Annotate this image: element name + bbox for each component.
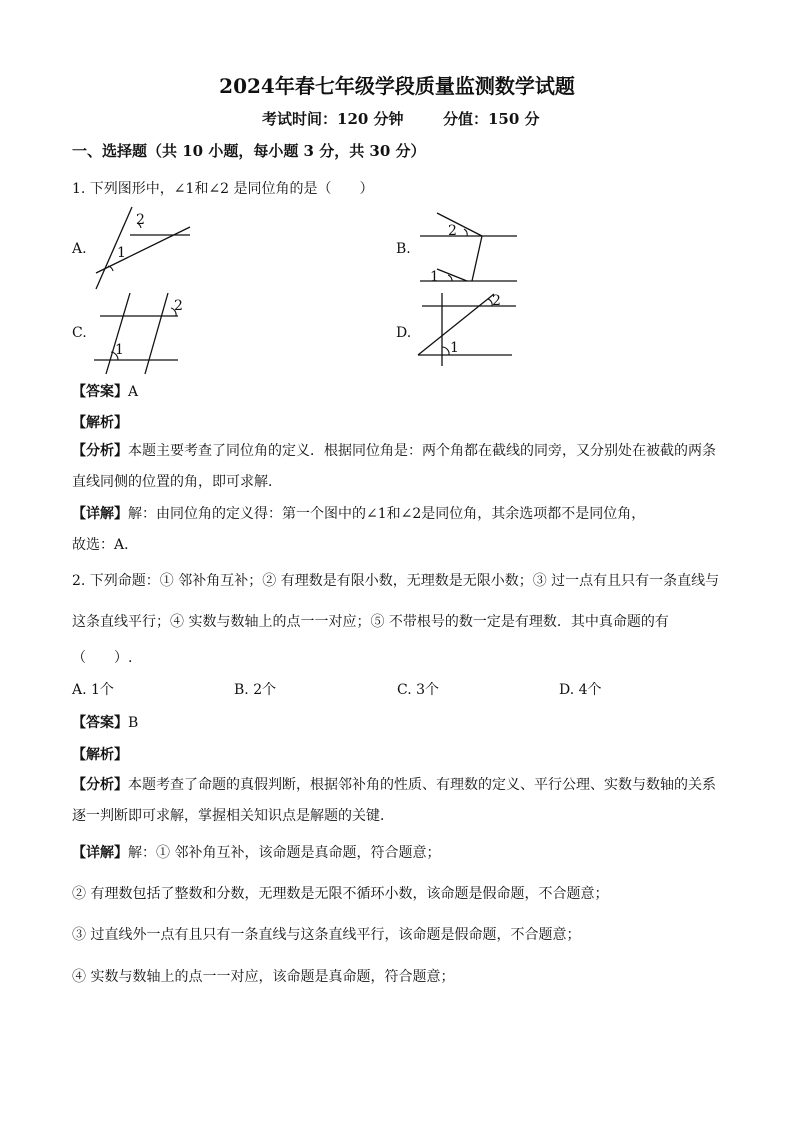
figure-d-arc-1 (442, 347, 449, 355)
page-title: 2024年春七年级学段质量监测数学试题 (219, 74, 575, 98)
q2-fenxi-line-1 (72, 775, 716, 795)
q2-analysis-tag: 【解析】 (72, 747, 128, 763)
figure-b-arc-2 (464, 229, 467, 236)
exam-time: 考试时间：120 分钟 (262, 110, 404, 128)
figure-a-angle-2: 2 (136, 212, 145, 228)
xiangjie-text: 解：① 邻补角互补，该命题是真命题，符合题意； (128, 845, 441, 861)
fenxi-tag: 【分析】 (72, 443, 128, 459)
answer-tag: 【答案】 (72, 715, 128, 731)
q1-figure-a (88, 205, 198, 293)
figure-b-arc-1 (448, 275, 452, 281)
q1-fenxi-line-1 (72, 441, 716, 461)
figure-b-angle-1: 1 (430, 269, 439, 285)
figure-a-line-upper (96, 227, 190, 273)
fenxi-text: 本题考查了命题的真假判断，根据邻补角的性质、有理数的定义、平行公理、实数与数轴的关系 (128, 777, 716, 793)
section-heading: 一、选择题（共 10 小题，每小题 3 分，共 30 分） (72, 142, 426, 160)
q1-figure-d (412, 290, 522, 378)
q1-option-b-label: B. (396, 241, 411, 257)
figure-a-arc-1 (108, 266, 113, 271)
figure-d-angle-1: 1 (450, 340, 459, 356)
q1-fenxi-line-2: 直线同侧的位置的角，即可求解． (72, 474, 282, 490)
figure-c-right-transversal (145, 293, 168, 374)
fenxi-text: 本题主要考查了同位角的定义．根据同位角是：两个角都在截线的同旁，又分别处在被截的两条 (128, 443, 716, 459)
q1-analysis-tag: 【解析】 (72, 415, 128, 431)
xiangjie-text: 解：由同位角的定义得：第一个图中的∠1和∠2是同位角，其余选项都不是同位角， (128, 506, 646, 522)
figure-b-lower-slant (472, 236, 482, 281)
q2-xiangjie-line-3: ③ 过直线外一点有且只有一条直线与这条直线平行，该命题是假命题，不合题意； (72, 927, 581, 943)
fenxi-tag: 【分析】 (72, 777, 128, 793)
q2-stem-line-2: 这条直线平行；④ 实数与数轴上的点一一对应；⑤ 不带根号的数一定是有理数．其中真命题的有 (72, 614, 669, 630)
figure-b-upper-slant (437, 213, 482, 236)
answer-tag: 【答案】 (72, 384, 128, 400)
figure-a-angle-1: 1 (117, 245, 126, 261)
q1-option-d-label: D. (396, 325, 412, 341)
q2-stem-line-1: 2. 下列命题：① 邻补角互补；② 有理数是有限小数，无理数是无限小数；③ 过一点有且只有一条直线与 (72, 573, 720, 589)
q2-option-c: C. 3个 (397, 682, 440, 698)
q2-option-a: A. 1个 (72, 682, 114, 698)
q1-figure-b (412, 205, 522, 293)
exam-score: 分值：150 分 (443, 110, 540, 128)
xiangjie-tag: 【详解】 (72, 506, 128, 522)
q2-option-d: D. 4个 (559, 682, 602, 698)
figure-c-angle-1: 1 (115, 342, 124, 358)
q1-option-a-label: A. (72, 241, 87, 257)
q1-figure-c (88, 290, 198, 378)
figure-c-angle-2: 2 (174, 298, 183, 314)
figure-b-angle-2: 2 (448, 223, 457, 239)
q2-xiangjie-line-2: ② 有理数包括了整数和分数，无理数是无限不循环小数，该命题是假命题，不合题意； (72, 886, 609, 902)
q2-fenxi-line-2: 逐一判断即可求解，掌握相关知识点是解题的关键． (72, 808, 394, 824)
figure-c-left-transversal (106, 293, 130, 374)
q1-stem: 1. 下列图形中，∠1和∠2 是同位角的是（ ） (72, 181, 374, 197)
q1-xiangjie (72, 504, 645, 524)
q2-answer (72, 712, 138, 732)
q2-stem-line-3: （ ）. (72, 650, 133, 666)
answer-value: A (128, 384, 139, 400)
q1-option-c-label: C. (72, 325, 87, 341)
q1-answer (72, 381, 138, 401)
q1-conclusion: 故选：A． (72, 537, 139, 553)
q2-option-b: B. 2个 (234, 682, 277, 698)
q2-xiangjie-line-4: ④ 实数与数轴上的点一一对应，该命题是真命题，符合题意； (72, 969, 455, 985)
figure-a-transversal (96, 207, 132, 289)
answer-value: B (128, 715, 139, 731)
xiangjie-tag: 【详解】 (72, 845, 128, 861)
figure-d-angle-2: 2 (492, 293, 501, 309)
q2-xiangjie-line-1 (72, 843, 440, 863)
